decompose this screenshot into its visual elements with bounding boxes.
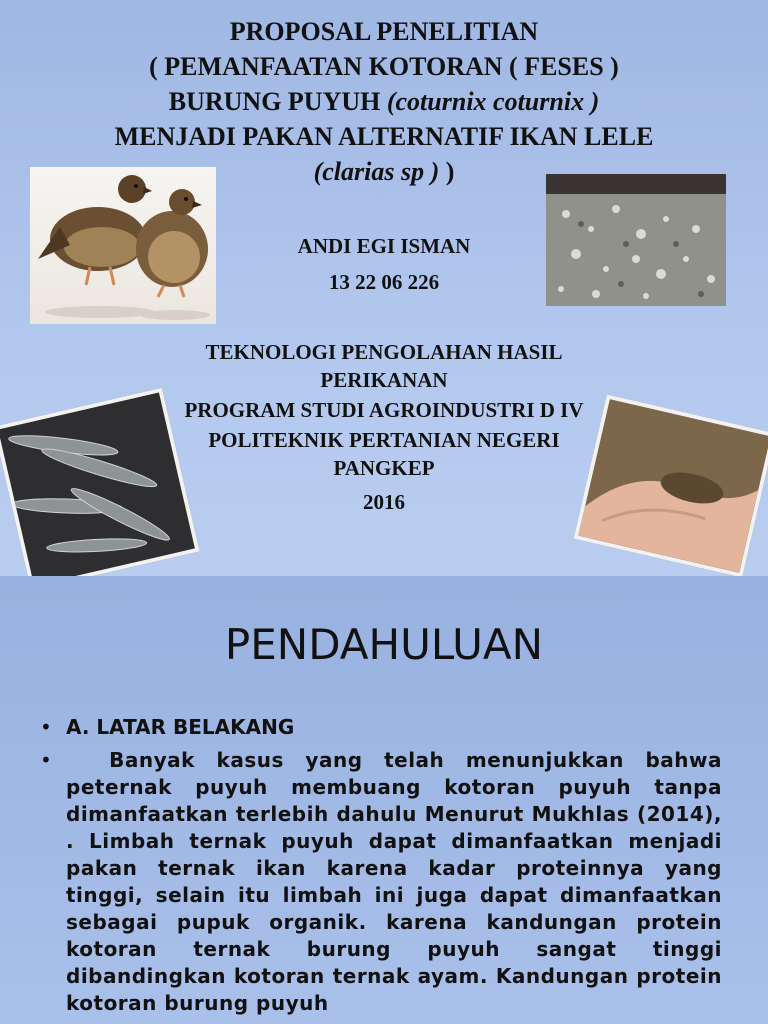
- title-line-3: [0, 84, 768, 119]
- subheading-latar-belakang: A. LATAR BELAKANG: [66, 715, 295, 739]
- title-line-4: MENJADI PAKAN ALTERNATIF IKAN LELE: [114, 122, 654, 151]
- institution-department: TEKNOLOGI PENGOLAHAN HASIL PERIKANAN: [205, 340, 563, 392]
- bullet-dot: •: [40, 748, 52, 772]
- introduction-slide: [0, 576, 768, 1024]
- section-heading: PENDAHULUAN: [224, 620, 544, 669]
- proposal-title: [0, 14, 768, 189]
- author-block: [0, 228, 768, 300]
- bullet-item: [40, 747, 730, 1017]
- author-id: 13 22 06 226: [328, 270, 440, 294]
- title-line-2: ( PEMANFAATAN KOTORAN ( FESES ): [149, 52, 619, 81]
- institution-program: PROGRAM STUDI AGROINDUSTRI D IV: [184, 398, 584, 422]
- bullet-list: [40, 714, 730, 1017]
- title-line-5-species: (clarias sp ): [313, 157, 440, 186]
- institution-name: POLITEKNIK PERTANIAN NEGERI PANGKEP: [208, 428, 560, 480]
- institution-block: [0, 338, 768, 518]
- title-line-5-tail: ): [439, 157, 455, 186]
- author-name: ANDI EGI ISMAN: [297, 234, 471, 258]
- year: 2016: [363, 490, 405, 514]
- bullet-item: [40, 714, 722, 741]
- title-line-3-species: (coturnix coturnix ): [386, 87, 600, 116]
- title-line-1: PROPOSAL PENELITIAN: [229, 17, 539, 46]
- background-paragraph: Banyak kasus yang telah menunjukkan bahwa peternak puyuh membuang kotoran puyuh tanpa dimanfaatkan terlebih dahulu Menurut Mukhlas (2014), . Limbah ternak puyuh dapat dimanfaatkan menjadi pakan ternak ikan karena kadar proteinnya yang tinggi, selain itu limbah ini juga dapat dimanfaatkan sebagai pupuk organik. karena kandungan protein kotoran ternak burung puyuh sangat tinggi dibandingkan kotoran ternak ayam. Kandungan protein kotoran burung puyuh: [66, 748, 730, 1015]
- title-line-3-main: BURUNG PUYUH: [168, 87, 387, 116]
- bullet-dot: •: [40, 715, 52, 739]
